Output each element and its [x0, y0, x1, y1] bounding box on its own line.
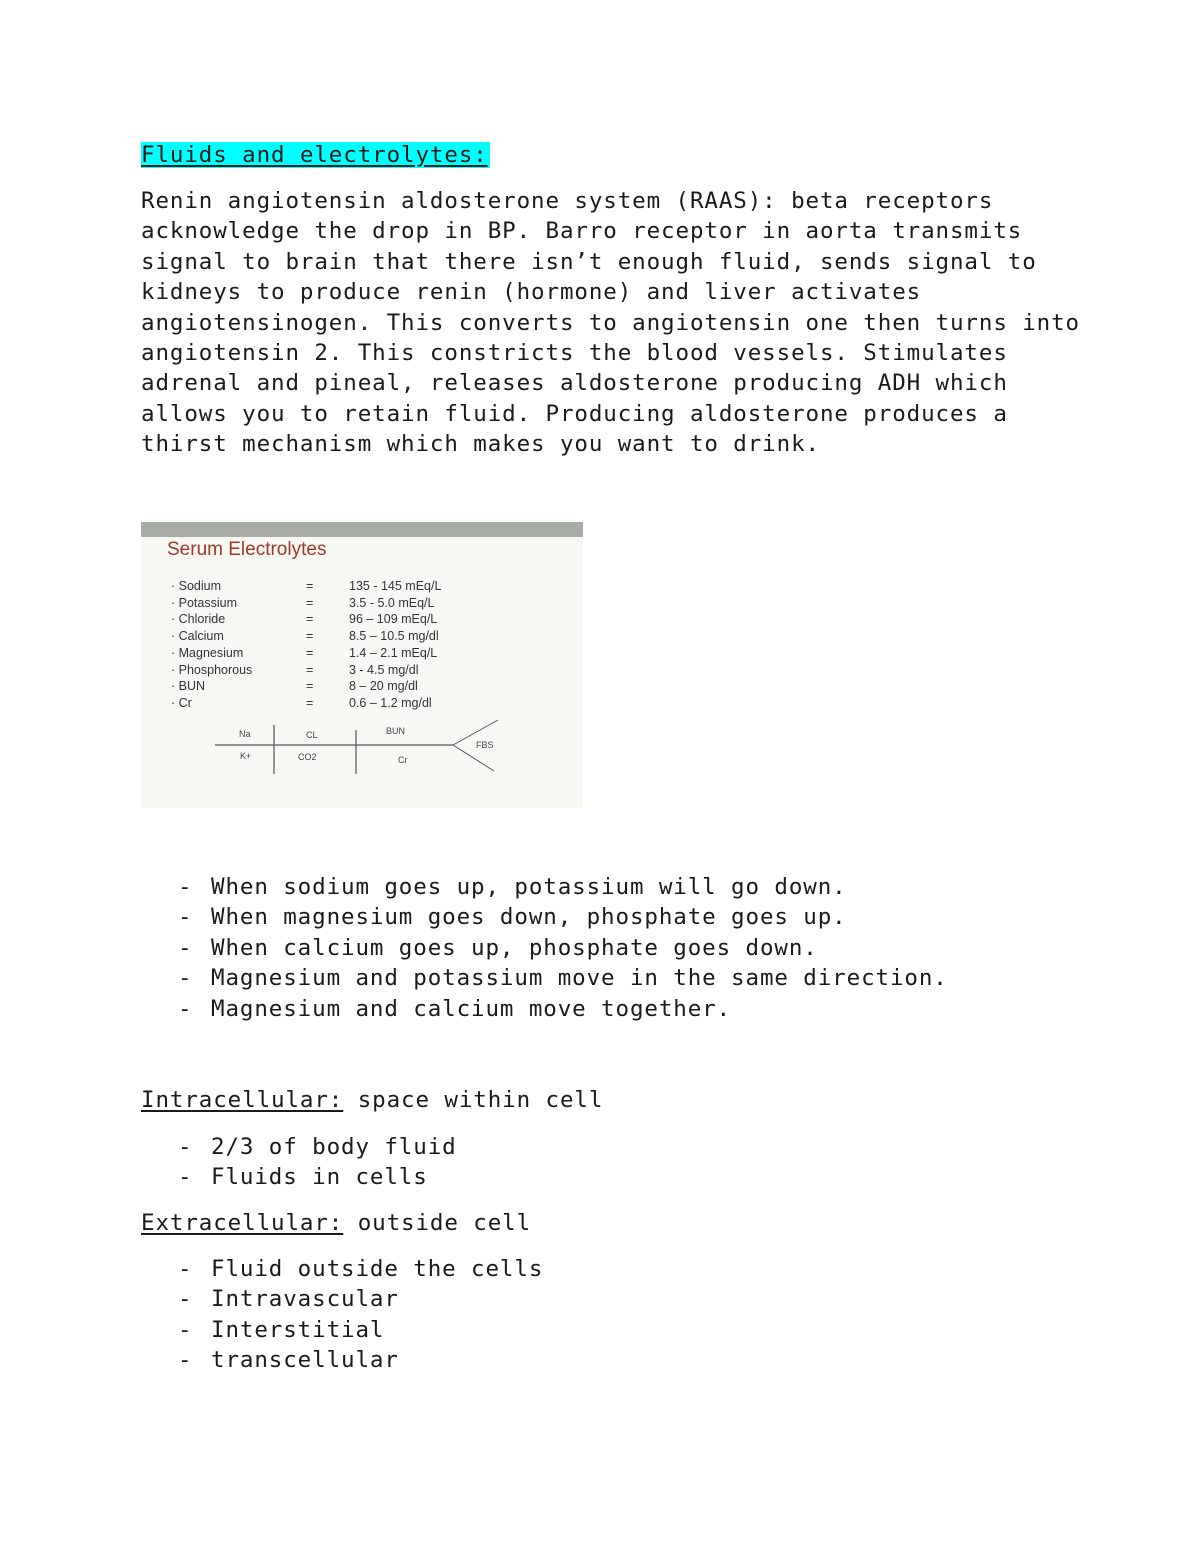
electrolyte-eq: =	[306, 595, 314, 610]
list-item: - 2/3 of body fluid	[178, 1134, 457, 1160]
list-item: - When magnesium goes down, phosphate goes up.	[178, 904, 847, 931]
intracellular-heading: Intracellular: space within cell	[141, 1087, 604, 1113]
raas-paragraph: Renin angiotensin aldosterone system (RAAS): beta receptors acknowledge the drop in BP. Barro receptor in aorta transmits signal to brain that there isn’t enough fluid, sends signal to kidneys to produce renin (hormone) and liver activates angiotensinogen. This converts to angiotensin one then turns into angiotensin 2. This constricts the blood vessels. Stimulates adrenal and pineal, releases aldosterone producing ADH which allows you to retain fluid. Producing aldosterone produces a thirst mechanism which makes you want to drink.	[141, 188, 1080, 458]
electrolyte-range: 0.6 – 1.2 mg/dl	[349, 695, 432, 710]
electrolyte-name: · Calcium	[171, 629, 224, 644]
electrolyte-range: 3.5 - 5.0 mEq/L	[349, 595, 435, 610]
electrolyte-name: · Magnesium	[171, 645, 244, 660]
electrolyte-eq: =	[306, 679, 314, 694]
intracellular-list	[178, 1132, 457, 1193]
electrolyte-eq: =	[306, 645, 314, 660]
electrolyte-range: 8 – 20 mg/dl	[349, 679, 418, 694]
electrolyte-range: 96 – 109 mEq/L	[349, 612, 438, 627]
fishbone-label-na: Na	[239, 729, 251, 739]
fishbone-label-k: K+	[240, 751, 252, 761]
fishbone-label-co2: CO2	[298, 752, 317, 762]
electrolyte-eq: =	[306, 695, 314, 710]
electrolyte-name: · Cr	[171, 695, 192, 710]
fishbone-label-cr: Cr	[398, 755, 408, 765]
list-item: - transcellular	[178, 1347, 399, 1374]
electrolyte-range: 135 - 145 mEq/L	[349, 579, 442, 593]
list-item: - Magnesium and calcium move together.	[178, 995, 732, 1022]
fishbone-label-bun: BUN	[386, 726, 406, 736]
extracellular-list	[178, 1254, 543, 1376]
list-item: - Fluids in cells	[178, 1164, 428, 1191]
slide-title: Serum Electrolytes	[167, 539, 327, 560]
electrolyte-range: 1.4 – 2.1 mEq/L	[349, 645, 438, 660]
electrolyte-relations-list	[178, 872, 948, 1024]
list-item: - When sodium goes up, potassium will go down.	[178, 874, 847, 900]
fishbone-label-cl: CL	[306, 730, 318, 740]
document-title: Fluids and electrolytes:	[141, 142, 488, 168]
electrolyte-range: 3 - 4.5 mg/dl	[349, 662, 419, 677]
electrolyte-range: 8.5 – 10.5 mg/dl	[349, 629, 439, 644]
electrolyte-name: · BUN	[171, 679, 206, 694]
list-item: - Intravascular	[178, 1286, 399, 1313]
electrolyte-name: · Phosphorous	[171, 662, 253, 677]
electrolyte-eq: =	[306, 579, 314, 593]
list-item: - Interstitial	[178, 1316, 385, 1343]
list-item: - When calcium goes up, phosphate goes down.	[178, 934, 818, 961]
extracellular-heading: Extracellular: outside cell	[141, 1210, 532, 1236]
list-item: - Fluid outside the cells	[178, 1256, 544, 1282]
fishbone-diagram	[141, 522, 583, 808]
electrolyte-eq: =	[306, 612, 314, 627]
electrolyte-eq: =	[306, 662, 314, 677]
fishbone-label-fbs: FBS	[476, 740, 494, 750]
list-item: - Magnesium and potassium move in the same direction.	[178, 965, 948, 992]
electrolyte-name: · Potassium	[171, 595, 237, 610]
serum-electrolytes-image	[141, 522, 583, 808]
electrolyte-name: · Chloride	[171, 612, 226, 627]
electrolyte-eq: =	[306, 629, 314, 644]
electrolyte-name: · Sodium	[171, 579, 222, 593]
